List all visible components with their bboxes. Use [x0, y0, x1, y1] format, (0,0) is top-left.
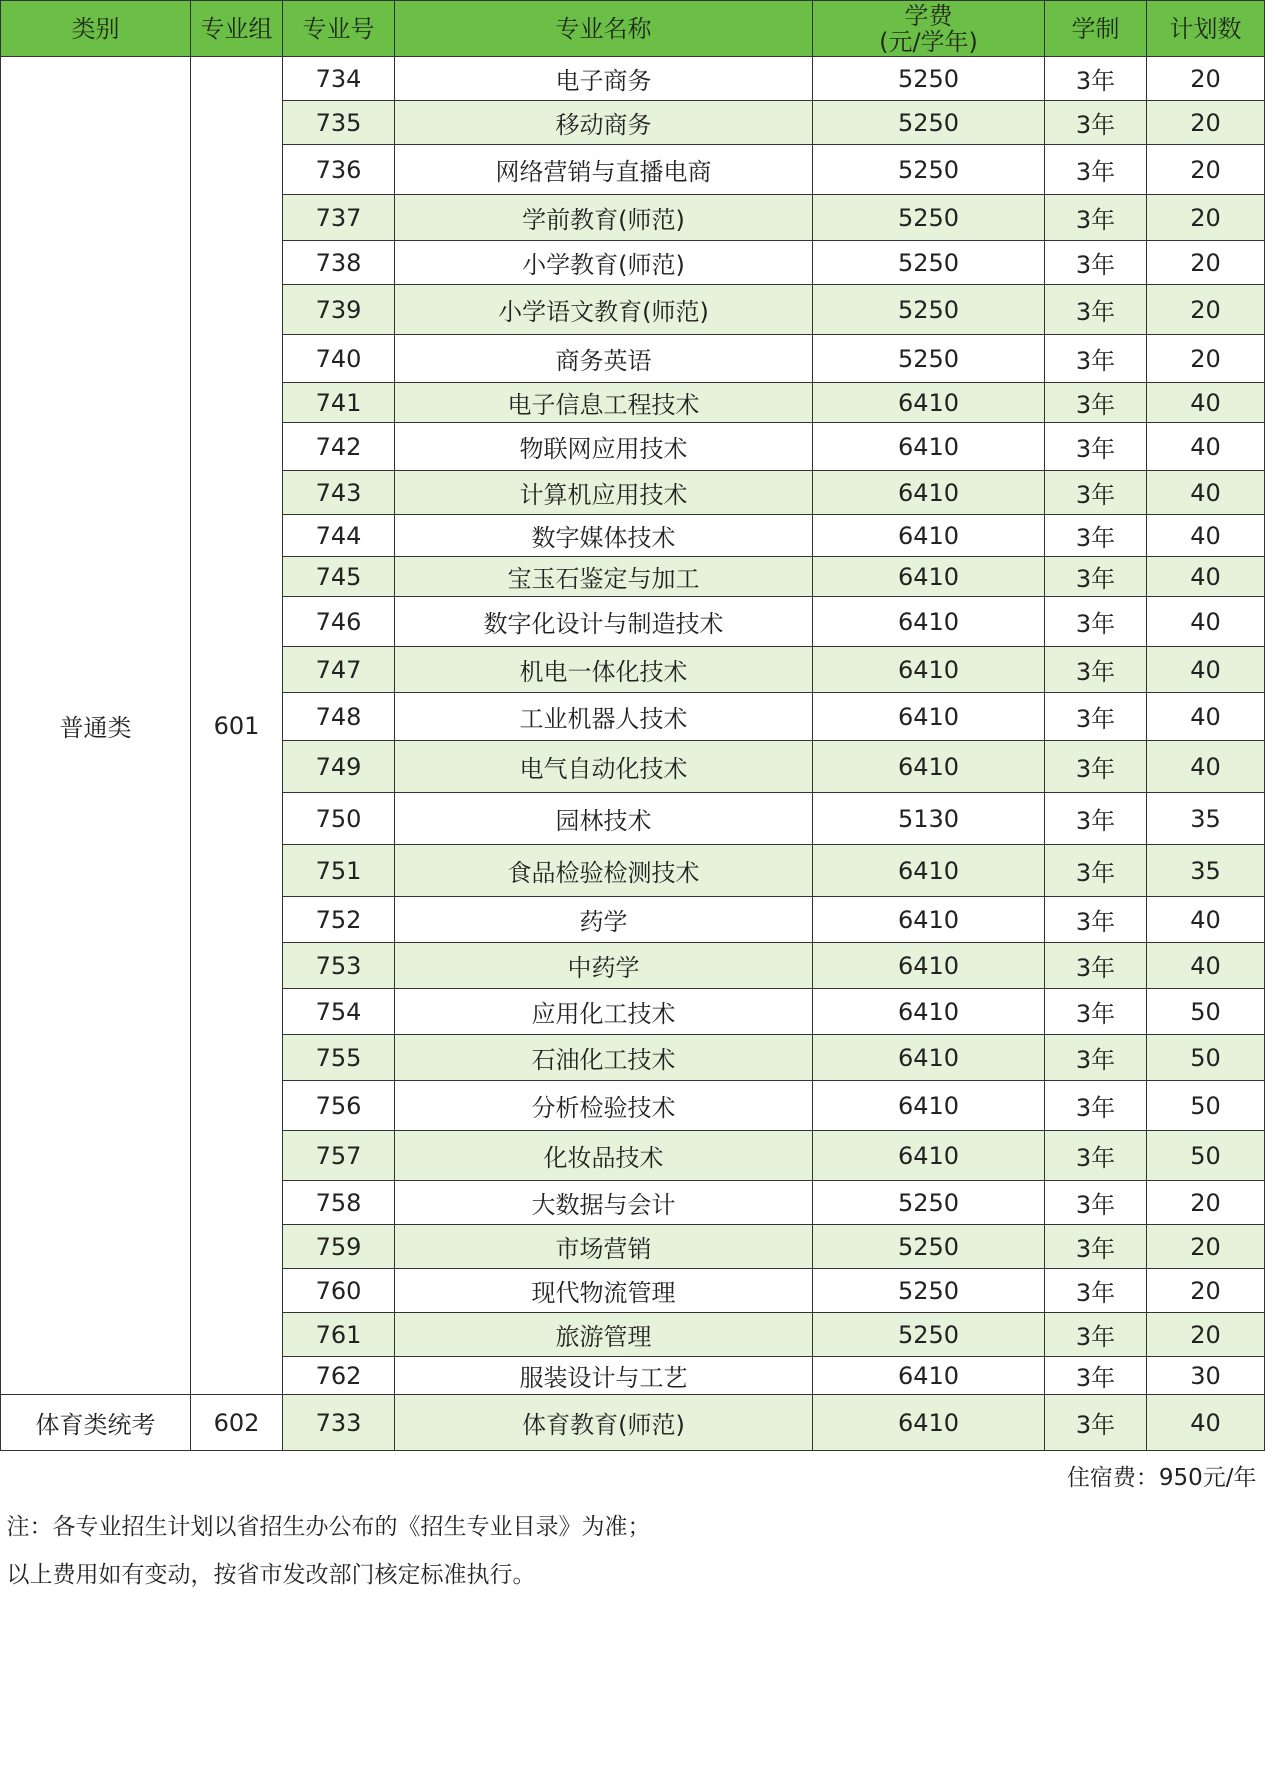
duration-cell: 3年 — [1045, 693, 1147, 741]
duration-cell: 3年 — [1045, 897, 1147, 943]
name-cell: 机电一体化技术 — [395, 647, 813, 693]
plan-cell: 20 — [1147, 1313, 1265, 1357]
fee-cell: 5250 — [813, 241, 1045, 285]
code-cell: 749 — [283, 741, 395, 793]
name-cell: 体育教育(师范) — [395, 1395, 813, 1451]
code-cell: 746 — [283, 597, 395, 647]
duration-cell: 3年 — [1045, 1357, 1147, 1395]
plan-cell: 50 — [1147, 1035, 1265, 1081]
duration-cell: 3年 — [1045, 647, 1147, 693]
duration-cell: 3年 — [1045, 1181, 1147, 1225]
name-cell: 大数据与会计 — [395, 1181, 813, 1225]
fee-cell: 6410 — [813, 693, 1045, 741]
code-cell: 743 — [283, 471, 395, 515]
plan-cell: 40 — [1147, 693, 1265, 741]
fee-cell: 6410 — [813, 897, 1045, 943]
note-row-2 — [1, 1549, 1265, 1597]
fee-cell: 6410 — [813, 1131, 1045, 1181]
fee-cell: 5250 — [813, 1225, 1045, 1269]
code-cell: 740 — [283, 335, 395, 383]
dorm-fee: 住宿费：950元/年 — [1066, 1465, 1257, 1492]
code-cell: 755 — [283, 1035, 395, 1081]
duration-cell: 3年 — [1045, 1269, 1147, 1313]
note-row-1 — [1, 1501, 1265, 1549]
code-cell: 737 — [283, 195, 395, 241]
fee-cell: 6410 — [813, 383, 1045, 423]
duration-cell: 3年 — [1045, 383, 1147, 423]
code-cell: 733 — [283, 1395, 395, 1451]
code-cell: 750 — [283, 793, 395, 845]
plan-cell: 20 — [1147, 195, 1265, 241]
plan-cell: 40 — [1147, 897, 1265, 943]
header-fee-line2: (元/学年) — [879, 27, 978, 56]
name-cell: 移动商务 — [395, 101, 813, 145]
fee-cell: 5250 — [813, 1181, 1045, 1225]
plan-cell: 20 — [1147, 335, 1265, 383]
duration-cell: 3年 — [1045, 597, 1147, 647]
plan-cell: 40 — [1147, 1395, 1265, 1451]
duration-cell: 3年 — [1045, 989, 1147, 1035]
duration-cell: 3年 — [1045, 195, 1147, 241]
name-cell: 数字媒体技术 — [395, 515, 813, 557]
header-category: 类别 — [1, 1, 191, 57]
code-cell: 747 — [283, 647, 395, 693]
name-cell: 学前教育(师范) — [395, 195, 813, 241]
duration-cell: 3年 — [1045, 515, 1147, 557]
name-cell: 数字化设计与制造技术 — [395, 597, 813, 647]
name-cell: 应用化工技术 — [395, 989, 813, 1035]
duration-cell: 3年 — [1045, 285, 1147, 335]
header-fee — [813, 1, 1045, 57]
plan-cell: 35 — [1147, 845, 1265, 897]
group-cell: 602 — [191, 1395, 283, 1451]
plan-cell: 40 — [1147, 471, 1265, 515]
code-cell: 762 — [283, 1357, 395, 1395]
code-cell: 742 — [283, 423, 395, 471]
duration-cell: 3年 — [1045, 145, 1147, 195]
code-cell: 739 — [283, 285, 395, 335]
plan-cell: 40 — [1147, 383, 1265, 423]
plan-cell: 20 — [1147, 1269, 1265, 1313]
dorm-fee-row — [1, 1451, 1265, 1501]
plan-cell: 40 — [1147, 741, 1265, 793]
category-cell: 体育类统考 — [1, 1395, 191, 1451]
code-cell: 754 — [283, 989, 395, 1035]
category-cell: 普通类 — [1, 57, 191, 1395]
code-cell: 758 — [283, 1181, 395, 1225]
duration-cell: 3年 — [1045, 943, 1147, 989]
note-2: 以上费用如有变动，按省市发改部门核定标准执行。 — [6, 1562, 536, 1588]
name-cell: 旅游管理 — [395, 1313, 813, 1357]
duration-cell: 3年 — [1045, 241, 1147, 285]
duration-cell: 3年 — [1045, 845, 1147, 897]
code-cell: 751 — [283, 845, 395, 897]
fee-cell: 6410 — [813, 557, 1045, 597]
fee-cell: 6410 — [813, 1081, 1045, 1131]
plan-cell: 40 — [1147, 597, 1265, 647]
code-cell: 757 — [283, 1131, 395, 1181]
fee-cell: 6410 — [813, 1357, 1045, 1395]
plan-cell: 35 — [1147, 793, 1265, 845]
name-cell: 食品检验检测技术 — [395, 845, 813, 897]
name-cell: 化妆品技术 — [395, 1131, 813, 1181]
duration-cell: 3年 — [1045, 57, 1147, 101]
plan-cell: 50 — [1147, 1131, 1265, 1181]
fee-cell: 5250 — [813, 335, 1045, 383]
duration-cell: 3年 — [1045, 471, 1147, 515]
duration-cell: 3年 — [1045, 1131, 1147, 1181]
plan-cell: 20 — [1147, 57, 1265, 101]
duration-cell: 3年 — [1045, 793, 1147, 845]
duration-cell: 3年 — [1045, 101, 1147, 145]
name-cell: 小学教育(师范) — [395, 241, 813, 285]
name-cell: 工业机器人技术 — [395, 693, 813, 741]
duration-cell: 3年 — [1045, 1395, 1147, 1451]
code-cell: 745 — [283, 557, 395, 597]
name-cell: 计算机应用技术 — [395, 471, 813, 515]
plan-cell: 30 — [1147, 1357, 1265, 1395]
fee-cell: 6410 — [813, 845, 1045, 897]
fee-cell: 5250 — [813, 195, 1045, 241]
name-cell: 服装设计与工艺 — [395, 1357, 813, 1395]
plan-cell: 40 — [1147, 515, 1265, 557]
name-cell: 现代物流管理 — [395, 1269, 813, 1313]
table-row — [1, 1395, 1265, 1451]
group-cell: 601 — [191, 57, 283, 1395]
duration-cell: 3年 — [1045, 741, 1147, 793]
fee-cell: 6410 — [813, 989, 1045, 1035]
duration-cell: 3年 — [1045, 557, 1147, 597]
name-cell: 药学 — [395, 897, 813, 943]
duration-cell: 3年 — [1045, 423, 1147, 471]
plan-cell: 40 — [1147, 943, 1265, 989]
table-row — [1, 57, 1265, 101]
plan-cell: 20 — [1147, 1225, 1265, 1269]
code-cell: 761 — [283, 1313, 395, 1357]
fee-cell: 5250 — [813, 101, 1045, 145]
header-duration: 学制 — [1045, 1, 1147, 57]
duration-cell: 3年 — [1045, 1035, 1147, 1081]
name-cell: 宝玉石鉴定与加工 — [395, 557, 813, 597]
code-cell: 756 — [283, 1081, 395, 1131]
name-cell: 网络营销与直播电商 — [395, 145, 813, 195]
name-cell: 小学语文教育(师范) — [395, 285, 813, 335]
header-fee-line1: 学费 — [904, 1, 953, 30]
fee-cell: 5250 — [813, 145, 1045, 195]
code-cell: 738 — [283, 241, 395, 285]
code-cell: 759 — [283, 1225, 395, 1269]
fee-cell: 6410 — [813, 471, 1045, 515]
plan-cell: 20 — [1147, 101, 1265, 145]
fee-cell: 6410 — [813, 515, 1045, 557]
fee-cell: 5250 — [813, 1269, 1045, 1313]
plan-cell: 50 — [1147, 1081, 1265, 1131]
code-cell: 735 — [283, 101, 395, 145]
header-group: 专业组 — [191, 1, 283, 57]
plan-cell: 40 — [1147, 557, 1265, 597]
header-code: 专业号 — [283, 1, 395, 57]
table-body — [1, 57, 1265, 1451]
fee-cell: 5250 — [813, 57, 1045, 101]
code-cell: 753 — [283, 943, 395, 989]
fee-cell: 5250 — [813, 285, 1045, 335]
plan-cell: 40 — [1147, 423, 1265, 471]
plan-cell: 50 — [1147, 989, 1265, 1035]
name-cell: 电气自动化技术 — [395, 741, 813, 793]
name-cell: 商务英语 — [395, 335, 813, 383]
fee-cell: 6410 — [813, 1035, 1045, 1081]
header-name: 专业名称 — [395, 1, 813, 57]
fee-cell: 6410 — [813, 647, 1045, 693]
note-1: 注：各专业招生计划以省招生办公布的《招生专业目录》为准； — [6, 1514, 651, 1540]
fee-cell: 6410 — [813, 597, 1045, 647]
plan-cell: 40 — [1147, 647, 1265, 693]
code-cell: 748 — [283, 693, 395, 741]
code-cell: 741 — [283, 383, 395, 423]
fee-cell: 5130 — [813, 793, 1045, 845]
code-cell: 736 — [283, 145, 395, 195]
fee-cell: 6410 — [813, 1395, 1045, 1451]
fee-cell: 6410 — [813, 423, 1045, 471]
plan-cell: 20 — [1147, 285, 1265, 335]
plan-cell: 20 — [1147, 1181, 1265, 1225]
header-row — [1, 1, 1265, 57]
fee-cell: 6410 — [813, 741, 1045, 793]
fee-cell: 6410 — [813, 943, 1045, 989]
name-cell: 物联网应用技术 — [395, 423, 813, 471]
fee-cell: 5250 — [813, 1313, 1045, 1357]
name-cell: 石油化工技术 — [395, 1035, 813, 1081]
duration-cell: 3年 — [1045, 335, 1147, 383]
plan-cell: 20 — [1147, 241, 1265, 285]
code-cell: 752 — [283, 897, 395, 943]
header-plan: 计划数 — [1147, 1, 1265, 57]
name-cell: 电子商务 — [395, 57, 813, 101]
name-cell: 电子信息工程技术 — [395, 383, 813, 423]
code-cell: 760 — [283, 1269, 395, 1313]
name-cell: 分析检验技术 — [395, 1081, 813, 1131]
plan-cell: 20 — [1147, 145, 1265, 195]
name-cell: 市场营销 — [395, 1225, 813, 1269]
code-cell: 734 — [283, 57, 395, 101]
code-cell: 744 — [283, 515, 395, 557]
duration-cell: 3年 — [1045, 1081, 1147, 1131]
name-cell: 园林技术 — [395, 793, 813, 845]
duration-cell: 3年 — [1045, 1313, 1147, 1357]
name-cell: 中药学 — [395, 943, 813, 989]
duration-cell: 3年 — [1045, 1225, 1147, 1269]
